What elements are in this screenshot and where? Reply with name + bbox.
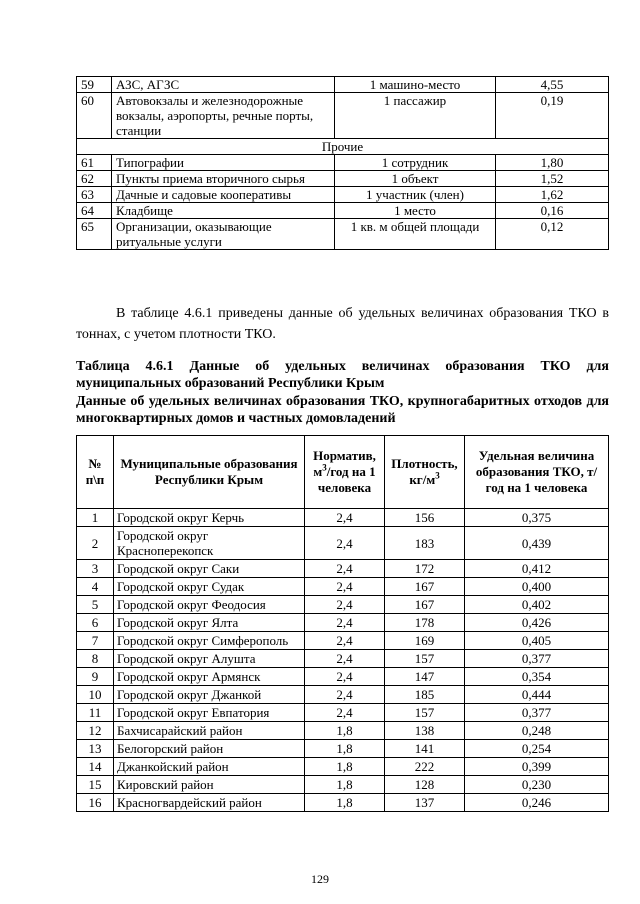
specific-value: 0,405 — [465, 632, 609, 650]
norm-value: 1,8 — [305, 722, 385, 740]
municipality-name: Городской округ Керчь — [114, 509, 305, 527]
norm-value: 2,4 — [305, 704, 385, 722]
table-row — [77, 668, 609, 686]
municipality-name: Джанкойский район — [114, 758, 305, 776]
table-row — [77, 614, 609, 632]
municipality-name: Городской округ Ялта — [114, 614, 305, 632]
specific-value: 0,254 — [465, 740, 609, 758]
object-name: АЗС, АГЗС — [112, 77, 335, 93]
norm-value: 1,80 — [496, 155, 609, 171]
calculation-unit: 1 сотрудник — [335, 155, 496, 171]
norm-value: 4,55 — [496, 77, 609, 93]
table-row — [77, 794, 609, 812]
table-subcaption: Данные об удельных величинах образования ТКО, крупногабаритных отходов для многоквартирных домов и частных домовладений — [76, 394, 609, 426]
municipal-waste-table — [76, 435, 609, 812]
density-value: 141 — [385, 740, 465, 758]
norm-value: 2,4 — [305, 596, 385, 614]
calculation-unit: 1 участник (член) — [335, 187, 496, 203]
row-number: 60 — [77, 93, 112, 139]
row-number: 61 — [77, 155, 112, 171]
municipality-name: Городской округ Симферополь — [114, 632, 305, 650]
table-row — [77, 686, 609, 704]
section-label: Прочие — [77, 139, 609, 155]
norm-value: 1,8 — [305, 740, 385, 758]
density-value: 138 — [385, 722, 465, 740]
density-value: 156 — [385, 509, 465, 527]
density-value: 167 — [385, 578, 465, 596]
calculation-unit: 1 машино-место — [335, 77, 496, 93]
waste-norms-table-continued — [76, 76, 609, 250]
specific-value: 0,375 — [465, 509, 609, 527]
table-row — [77, 632, 609, 650]
norm-value: 2,4 — [305, 632, 385, 650]
municipality-name: Городской округ Евпатория — [114, 704, 305, 722]
norm-value: 2,4 — [305, 668, 385, 686]
table-row — [77, 155, 609, 171]
row-number: 4 — [77, 578, 114, 596]
header-norm: Норматив, $м^3$/год на 1 человека — [305, 436, 385, 509]
density-value: 169 — [385, 632, 465, 650]
specific-value: 0,439 — [465, 527, 609, 560]
municipality-name: Городской округ Феодосия — [114, 596, 305, 614]
norm-value: 2,4 — [305, 509, 385, 527]
specific-value: 0,444 — [465, 686, 609, 704]
page-number: 129 — [311, 872, 329, 886]
table-row — [77, 171, 609, 187]
table-row — [77, 758, 609, 776]
row-number: 9 — [77, 668, 114, 686]
specific-value: 0,377 — [465, 650, 609, 668]
table-caption: Таблица 4.6.1 Данные об удельных величинах образования ТКО для муниципальных образований Республики Крым — [76, 359, 609, 391]
specific-value: 0,426 — [465, 614, 609, 632]
density-value: 222 — [385, 758, 465, 776]
row-number: 62 — [77, 171, 112, 187]
row-number: 12 — [77, 722, 114, 740]
table-row — [77, 704, 609, 722]
density-value: 178 — [385, 614, 465, 632]
calculation-unit: 1 пассажир — [335, 93, 496, 139]
row-number: 1 — [77, 509, 114, 527]
header-row — [77, 436, 609, 509]
main-table-body — [77, 509, 609, 812]
section-row — [77, 139, 609, 155]
norm-value: 0,12 — [496, 219, 609, 250]
density-value: 172 — [385, 560, 465, 578]
density-value: 147 — [385, 668, 465, 686]
table-row — [77, 509, 609, 527]
object-name: Дачные и садовые кооперативы — [112, 187, 335, 203]
specific-value: 0,399 — [465, 758, 609, 776]
object-name: Организации, оказывающие ритуальные услуги — [112, 219, 335, 250]
row-number: 7 — [77, 632, 114, 650]
specific-value: 0,246 — [465, 794, 609, 812]
norm-value: 1,52 — [496, 171, 609, 187]
row-number: 2 — [77, 527, 114, 560]
norm-value: 1,8 — [305, 776, 385, 794]
norm-value: 1,62 — [496, 187, 609, 203]
municipality-name: Кировский район — [114, 776, 305, 794]
norm-value: 2,4 — [305, 614, 385, 632]
density-value: 137 — [385, 794, 465, 812]
norm-value: 2,4 — [305, 650, 385, 668]
table-row — [77, 776, 609, 794]
header-specific: Удельная величина образования ТКО, т/год на 1 человека — [465, 436, 609, 509]
row-number: 8 — [77, 650, 114, 668]
municipality-name: Городской округ Судак — [114, 578, 305, 596]
top-table-body-a — [77, 77, 609, 139]
row-number: 63 — [77, 187, 112, 203]
specific-value: 0,400 — [465, 578, 609, 596]
table-row — [77, 596, 609, 614]
intro-paragraph — [76, 303, 609, 345]
top-table-section — [77, 139, 609, 155]
table-row — [77, 93, 609, 139]
intro-paragraph-text: В таблице 4.6.1 приведены данные об удельных величинах образования ТКО в тоннах, с учетом плотности ТКО. — [76, 306, 609, 342]
specific-value: 0,402 — [465, 596, 609, 614]
municipality-name: Городской округ Джанкой — [114, 686, 305, 704]
table-row — [77, 77, 609, 93]
municipality-name: Красногвардейский район — [114, 794, 305, 812]
municipality-name: Белогорский район — [114, 740, 305, 758]
table-row — [77, 650, 609, 668]
density-value: 185 — [385, 686, 465, 704]
calculation-unit: 1 кв. м общей площади — [335, 219, 496, 250]
density-value: 157 — [385, 650, 465, 668]
specific-value: 0,377 — [465, 704, 609, 722]
table-row — [77, 740, 609, 758]
norm-value: 2,4 — [305, 560, 385, 578]
density-value: 167 — [385, 596, 465, 614]
municipality-name: Городской округ Саки — [114, 560, 305, 578]
norm-value: 1,8 — [305, 794, 385, 812]
object-name: Типографии — [112, 155, 335, 171]
norm-value: 1,8 — [305, 758, 385, 776]
density-value: 157 — [385, 704, 465, 722]
municipality-name: Городской округ Алушта — [114, 650, 305, 668]
object-name: Кладбище — [112, 203, 335, 219]
header-num — [77, 436, 114, 509]
norm-value: 0,16 — [496, 203, 609, 219]
calculation-unit: 1 объект — [335, 171, 496, 187]
norm-value: 2,4 — [305, 578, 385, 596]
norm-value: 2,4 — [305, 686, 385, 704]
table-row — [77, 560, 609, 578]
density-value: 128 — [385, 776, 465, 794]
table-row — [77, 578, 609, 596]
municipality-name: Городской округ Армянск — [114, 668, 305, 686]
row-number: 5 — [77, 596, 114, 614]
main-table-header — [77, 436, 609, 509]
row-number: 6 — [77, 614, 114, 632]
specific-value: 0,248 — [465, 722, 609, 740]
table-row — [77, 722, 609, 740]
header-num-line1: № — [88, 456, 102, 471]
row-number: 16 — [77, 794, 114, 812]
norm-value: 0,19 — [496, 93, 609, 139]
table-row — [77, 203, 609, 219]
row-number: 13 — [77, 740, 114, 758]
specific-value: 0,412 — [465, 560, 609, 578]
header-num-line2: п\п — [85, 472, 105, 487]
calculation-unit: 1 место — [335, 203, 496, 219]
row-number: 65 — [77, 219, 112, 250]
density-value: 183 — [385, 527, 465, 560]
table-row — [77, 219, 609, 250]
row-number: 15 — [77, 776, 114, 794]
row-number: 64 — [77, 203, 112, 219]
municipality-name: Бахчисарайский район — [114, 722, 305, 740]
header-density: Плотность, $кг/м^3$ — [385, 436, 465, 509]
row-number: 3 — [77, 560, 114, 578]
row-number: 11 — [77, 704, 114, 722]
top-table-body-b — [77, 155, 609, 250]
norm-value: 2,4 — [305, 527, 385, 560]
municipality-name: Городской округ Красноперекопск — [114, 527, 305, 560]
table-row — [77, 527, 609, 560]
specific-value: 0,230 — [465, 776, 609, 794]
header-municipality: Муниципальные образования Республики Крым — [114, 436, 305, 509]
row-number: 59 — [77, 77, 112, 93]
specific-value: 0,354 — [465, 668, 609, 686]
row-number: 14 — [77, 758, 114, 776]
object-name: Автовокзалы и железнодорожные вокзалы, аэропорты, речные порты, станции — [112, 93, 335, 139]
row-number: 10 — [77, 686, 114, 704]
table-row — [77, 187, 609, 203]
object-name: Пункты приема вторичного сырья — [112, 171, 335, 187]
